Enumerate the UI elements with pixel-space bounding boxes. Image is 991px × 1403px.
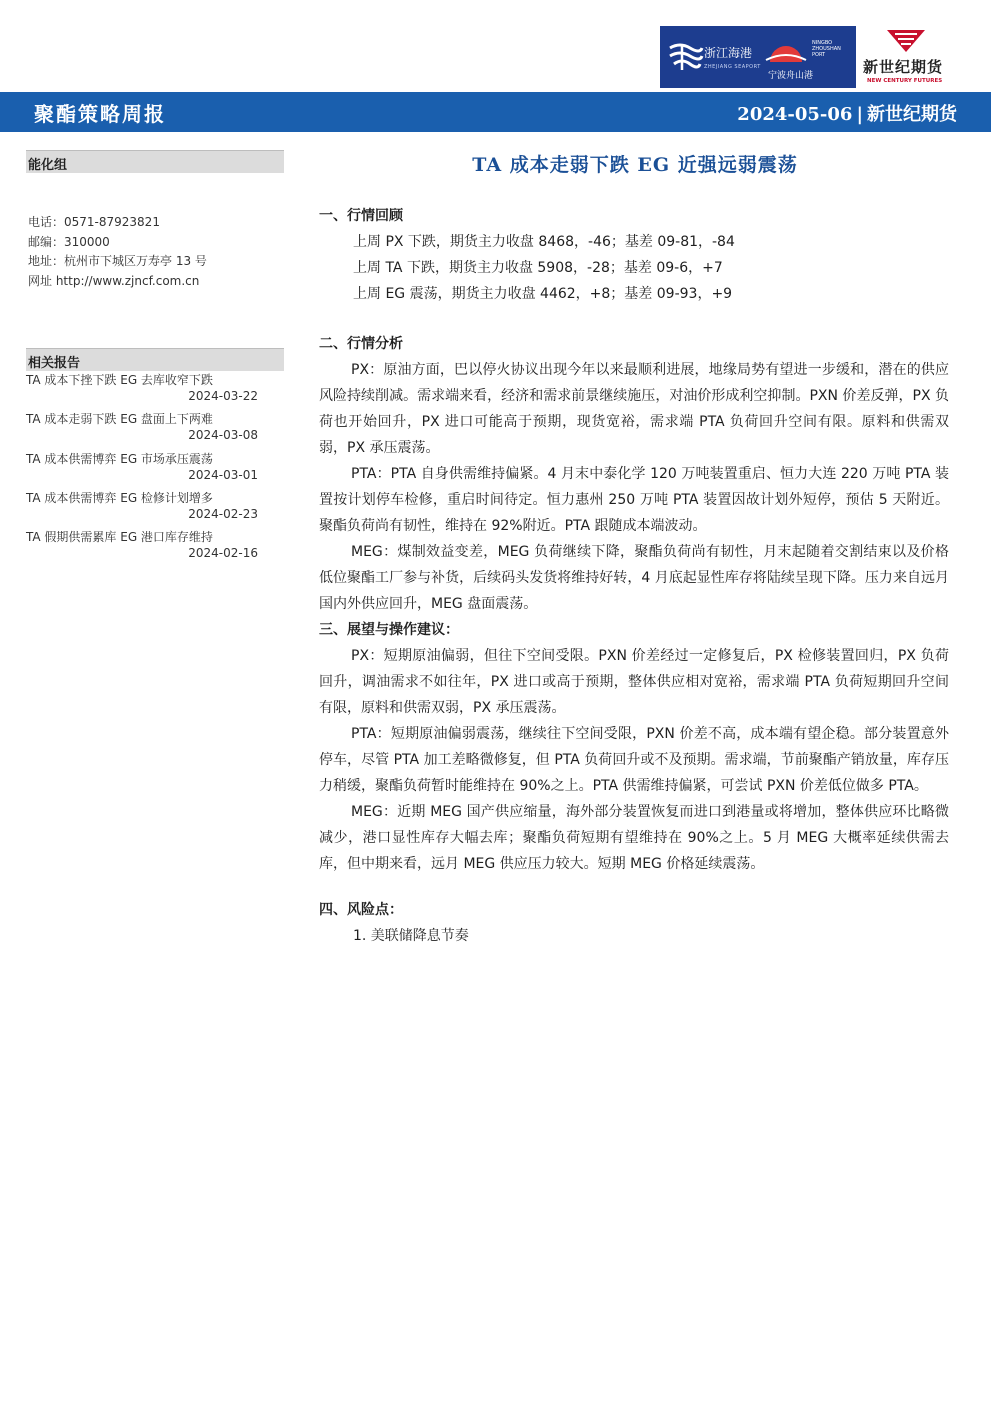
port-name: 宁波舟山港: [768, 71, 814, 81]
review-line: 上周 TA 下跌，期货主力收盘 5908，-28；基差 09-6，+7: [353, 260, 723, 276]
outlook-paragraph: MEG：近期 MEG 国产供应缩量，海外部分装置恢复而进口到港量或将增加，整体供应环比略微减少，港口显性库存大幅去库；聚酯负荷短期有望维持在 90%之上。5 月 MEG 大概率延续供需去库，但中期来看，远月 MEG 供应压力较大。短期 MEG 价格延续震荡。: [319, 804, 949, 872]
related-report-date: 2024-02-16: [188, 546, 258, 561]
section-title-analysis: 二、行情分析: [319, 336, 403, 352]
section-title-review: 一、行情回顾: [319, 208, 403, 224]
section-title-risk: 四、风险点：: [319, 902, 403, 918]
seaport-name: 浙江海港: [704, 46, 753, 60]
related-report-item[interactable]: [26, 489, 288, 528]
contact-website[interactable]: 网址 http://www.zjncf.com.cn: [28, 273, 200, 288]
related-report-title[interactable]: TA 假期供需累库 EG 港口库存维持: [26, 530, 213, 545]
report-type: 聚酯策略周报: [34, 102, 166, 126]
new-century-name-en: NEW CENTURY FUTURES: [867, 78, 943, 84]
group-name: 能化组: [28, 158, 68, 173]
related-report-title[interactable]: TA 成本供需博弈 EG 市场承压震荡: [26, 451, 213, 466]
related-report-item[interactable]: [26, 450, 288, 489]
analysis-paragraph: PTA：PTA 自身供需维持偏紧。4 月末中泰化学 120 万吨装置重启、恒力大连 220 万吨 PTA 装置按计划停车检修，重启时间待定。恒力惠州 250 万吨 PTA 装置因故计划外短停，预估 5 天附近。聚酯负荷尚有韧性，维持在 92%附近。PTA 跟随成本端波动。: [319, 466, 949, 534]
contact-phone: 电话：0571-87923821: [28, 215, 160, 229]
port-name-en: NINGBO ZHOUSHAN PORT: [812, 40, 841, 58]
related-reports-header: [26, 348, 284, 371]
outlook-paragraph: PX：短期原油偏弱，但往下空间受限。PXN 价差经过一定修复后，PX 检修装置回归，PX 负荷回升，调油需求不如往年，PX 进口或高于预期，整体供应相对宽裕，需求端 PTA 负荷短期回升空间有限，原料和供需双弱，PX 承压震荡。: [319, 648, 949, 716]
outlook-paragraph: PTA：短期原油偏弱震荡，继续往下空间受限，PXN 价差不高，成本端有望企稳。部分装置意外停车，尽管 PTA 加工差略微修复，但 PTA 负荷回升或不及预期。需求端，节前聚酯产销放量，库存压力稍缓，聚酯负荷暂时能维持在 90%之上。PTA 供需维持偏紧，可尝试 PXN 价差低位做多 PTA。: [319, 726, 949, 794]
analysis-paragraph: MEG：煤制效益变差，MEG 负荷继续下降，聚酯负荷尚有韧性，月末起随着交割结束以及价格低位聚酯工厂参与补货，后续码头发货将维持好转，4 月底起显性库存将陆续呈现下降。压力来自远月国内外供应回升，MEG 盘面震荡。: [319, 544, 949, 612]
zhejiang-seaport-logo: [660, 26, 856, 88]
sidebar-group-header: [26, 150, 284, 173]
contact-postcode: 邮编：310000: [28, 234, 110, 249]
contact-address: 地址：杭州市下城区万寿亭 13 号: [28, 254, 207, 268]
new-century-logo: [857, 26, 954, 88]
main-content: [319, 203, 949, 949]
report-date: 2024-05-06: [737, 104, 853, 125]
seaport-wave-icon: [668, 42, 704, 72]
header-band: [0, 92, 991, 132]
related-report-title[interactable]: TA 成本供需博弈 EG 检修计划增多: [26, 490, 213, 505]
related-report-item[interactable]: [26, 371, 288, 410]
section-title-outlook: 三、展望与操作建议：: [319, 622, 459, 638]
contact-info: [28, 213, 207, 291]
risk-item: 1. 美联储降息节奏: [353, 928, 469, 944]
related-report-title[interactable]: TA 成本下挫下跌 EG 去库收窄下跌: [26, 373, 213, 387]
review-line: 上周 PX 下跌，期货主力收盘 8468，-46；基差 09-81，-84: [353, 234, 735, 250]
company-name: 新世纪期货: [867, 104, 957, 125]
port-sun-icon: [764, 36, 808, 64]
related-report-date: 2024-03-22: [188, 389, 258, 403]
new-century-name: 新世纪期货: [863, 58, 944, 76]
related-report-item[interactable]: [26, 410, 288, 449]
related-report-date: 2024-03-08: [188, 428, 258, 443]
analysis-paragraph: PX：原油方面，巴以停火协议出现今年以来最顺利进展，地缘局势有望进一步缓和，潜在的供应风险持续削减。需求端来看，经济和需求前景继续施压，对油价形成利空抑制。PXN 价差反弹，PX 负荷也开始回升，PX 进口可能高于预期，现货宽裕，需求端 PTA 负荷回升空间有限。原料和供需双弱，PX 承压震荡。: [319, 362, 949, 456]
review-line: 上周 EG 震荡，期货主力收盘 4462，+8；基差 09-93，+9: [353, 286, 733, 302]
related-report-date: 2024-02-23: [188, 506, 258, 521]
seaport-name-en: ZHEJIANG SEAPORT: [704, 64, 761, 70]
related-report-date: 2024-03-01: [188, 467, 258, 482]
document-title: TA 成本走弱下跌 EG 近强远弱震荡: [472, 154, 798, 176]
new-century-mark-icon: [885, 28, 927, 54]
related-reports-list: [26, 371, 288, 567]
related-report-item[interactable]: [26, 528, 288, 567]
related-report-title[interactable]: TA 成本走弱下跌 EG 盘面上下两难: [26, 412, 213, 427]
related-reports-title: 相关报告: [28, 356, 81, 371]
header-separator: |: [856, 104, 863, 125]
header-right: [737, 100, 957, 126]
